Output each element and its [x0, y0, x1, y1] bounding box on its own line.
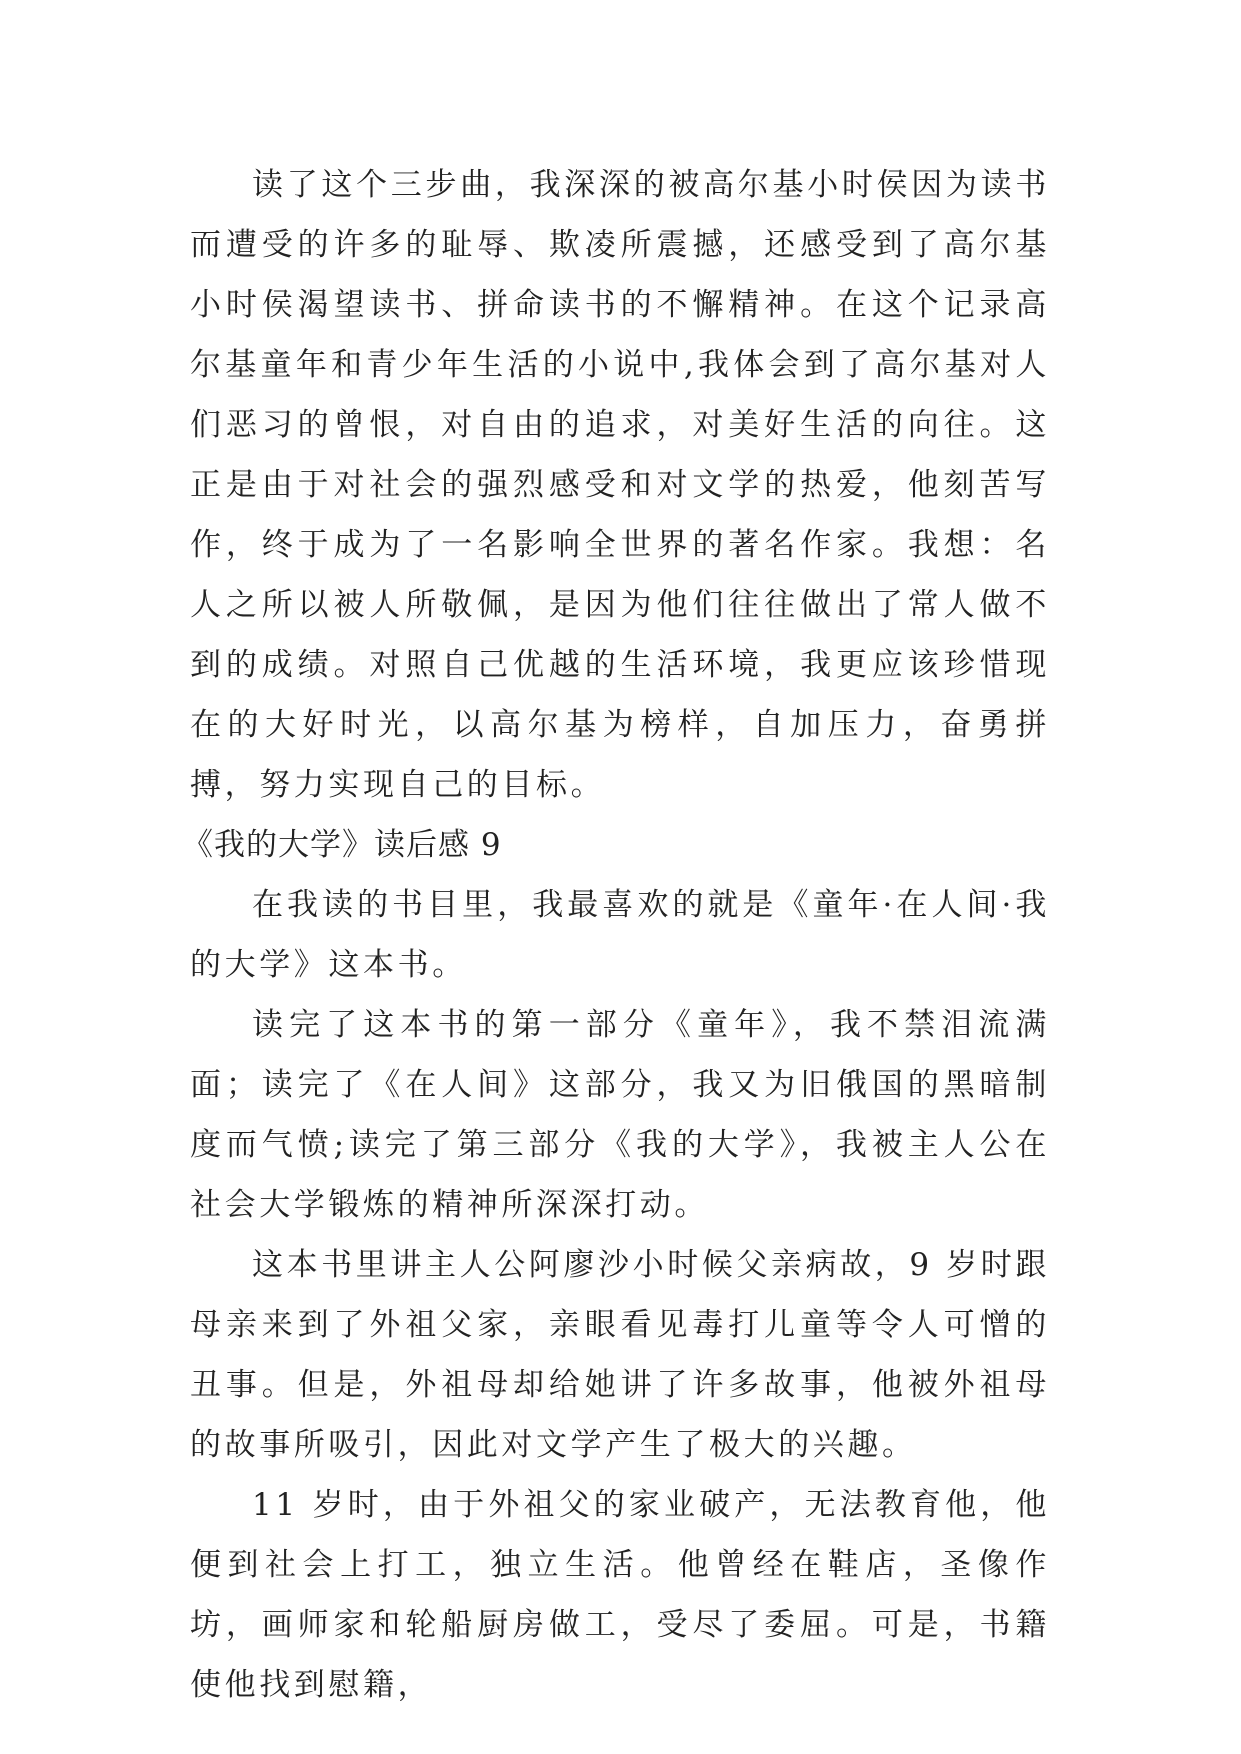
paragraph: 读了这个三步曲，我深深的被高尔基小时侯因为读书而遭受的许多的耻辱、欺凌所震撼，还感受到了高尔基小时侯渴望读书、拼命读书的不懈精神。在这个记录高尔基童年和青少年生活的小说中,我体会到了高尔基对人们恶习的曾恨，对自由的追求，对美好生活的向往。这正是由于对社会的强烈感受和对文学的热爱，他刻苦写作，终于成为了一名影响全世界的著名作家。我想：名人之所以被人所敬佩，是因为他们往往做出了常人做不到的成绩。对照自己优越的生活环境，我更应该珍惜现在的大好时光，以高尔基为榜样，自加压力，奋勇拼搏，努力实现自己的目标。: [190, 167, 1050, 803]
paragraph: 这本书里讲主人公阿廖沙小时候父亲病故，9 岁时跟母亲来到了外祖父家，亲眼看见毒打儿童等令人可憎的丑事。但是，外祖母却给她讲了许多故事，他被外祖母的故事所吸引，因此对文学产生了极大的兴趣。: [190, 1247, 1050, 1463]
paragraph: 在我读的书目里，我最喜欢的就是《童年·在人间·我的大学》这本书。: [190, 887, 1050, 983]
section-heading: 《我的大学》读后感 9: [182, 827, 502, 863]
paragraph: 11 岁时，由于外祖父的家业破产，无法教育他，他便到社会上打工，独立生活。他曾经在鞋店，圣像作坊，画师家和轮船厨房做工，受尽了委屈。可是，书籍使他找到慰籍，: [190, 1487, 1050, 1703]
document-body: [182, 155, 1050, 1715]
paragraph: 读完了这本书的第一部分《童年》，我不禁泪流满面；读完了《在人间》这部分，我又为旧俄国的黑暗制度而气愤;读完了第三部分《我的大学》，我被主人公在社会大学锻炼的精神所深深打动。: [190, 1007, 1050, 1223]
